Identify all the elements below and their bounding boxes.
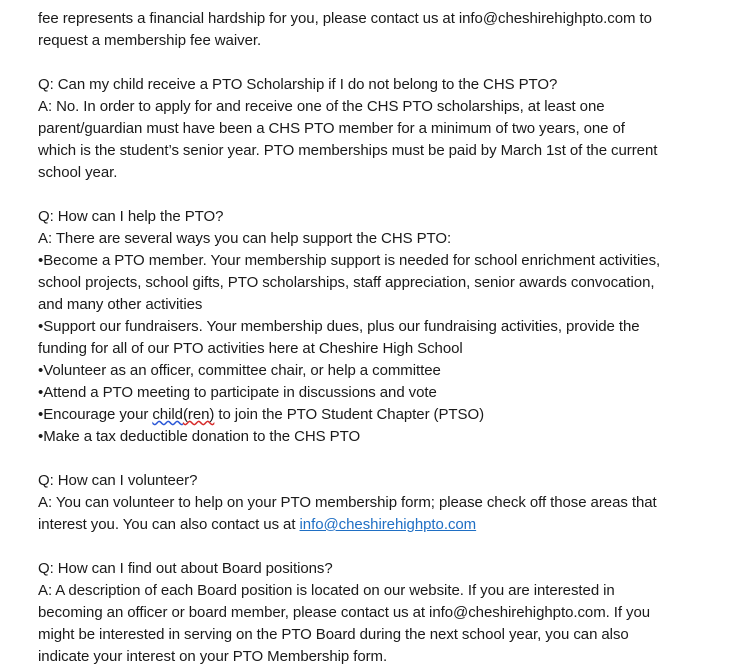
answer-board-positions: A: A description of each Board position is located on our website. If you are interested in becoming an officer or board member, please contact us at info@cheshirehighpto.com. If you might be interested in serving on the PTO Board during the next school year, you can also indicate your interest on your PTO Membership form. [38,582,651,665]
bullet-item-text-suffix: to join the PTO Student Chapter (PTSO) [214,406,485,423]
answer-help-pto: A: There are several ways you can help support the CHS PTO: [38,230,452,247]
bullet-glyph: • [38,318,44,335]
answer-volunteer [38,492,665,536]
bullet-item-text: Attend a PTO meeting to participate in discussions and vote [43,384,437,401]
bullet-item-volunteer-officer [38,360,665,382]
bullet-glyph: • [38,252,44,269]
bullet-item-tax-deductible-donation [38,426,665,448]
paragraph-spacer-4 [38,536,665,558]
bullet-item-attend-meeting [38,382,665,404]
question-board-positions: Q: How can I find out about Board positions? [38,560,333,577]
bullet-item-text: Volunteer as an officer, committee chair, or help a committee [43,362,441,379]
answer-volunteer-text-before-link: A: You can volunteer to help on your PTO membership form; please check off those areas that interest you. You can also contact us at [38,494,657,533]
grammar-underline-child[interactable]: child [152,406,183,423]
bullet-item-support-fundraisers [38,316,665,360]
bullet-item-text: Support our fundraisers. Your membership dues, plus our fundraising activities, provide the funding for all of our PTO activities here at Cheshire High School [38,318,640,357]
paragraph-spacer-2 [38,184,665,206]
bullet-glyph: • [38,406,44,423]
bullet-item-encourage-children [38,404,665,426]
spellcheck-flagged-word[interactable] [152,406,214,423]
document-body [38,8,665,668]
question-scholarship: Q: Can my child receive a PTO Scholarship if I do not belong to the CHS PTO? [38,76,558,93]
spelling-underline-ren[interactable]: (ren) [182,406,215,423]
paragraph-spacer-1 [38,52,665,74]
bullet-item-text: Make a tax deductible donation to the CHS PTO [43,428,361,445]
answer-scholarship: A: No. In order to apply for and receive one of the CHS PTO scholarships, at least one parent/guardian must have been a CHS PTO member for a minimum of two years, one of which is the student’s senior year. PTO memberships must be paid by March 1st of the current school year. [38,98,658,181]
bullet-item-text-prefix: Encourage your [43,406,153,423]
question-help-pto: Q: How can I help the PTO? [38,208,224,225]
question-volunteer: Q: How can I volunteer? [38,472,198,489]
bullet-glyph: • [38,362,44,379]
bullet-glyph: • [38,384,44,401]
bullet-item-text: Become a PTO member. Your membership support is needed for school enrichment activities, school projects, school gifts, PTO scholarships, staff appreciation, senior awards convocation, and many other activities [38,252,661,313]
email-hyperlink-info-cheshirehighpto[interactable]: info@cheshirehighpto.com [299,516,477,533]
paragraph-intro-continuation: fee represents a financial hardship for you, please contact us at info@cheshirehighpto.com to request a membership fee waiver. [38,10,652,49]
bullet-glyph: • [38,428,44,445]
bullet-item-become-member [38,250,665,316]
paragraph-spacer-3 [38,448,665,470]
